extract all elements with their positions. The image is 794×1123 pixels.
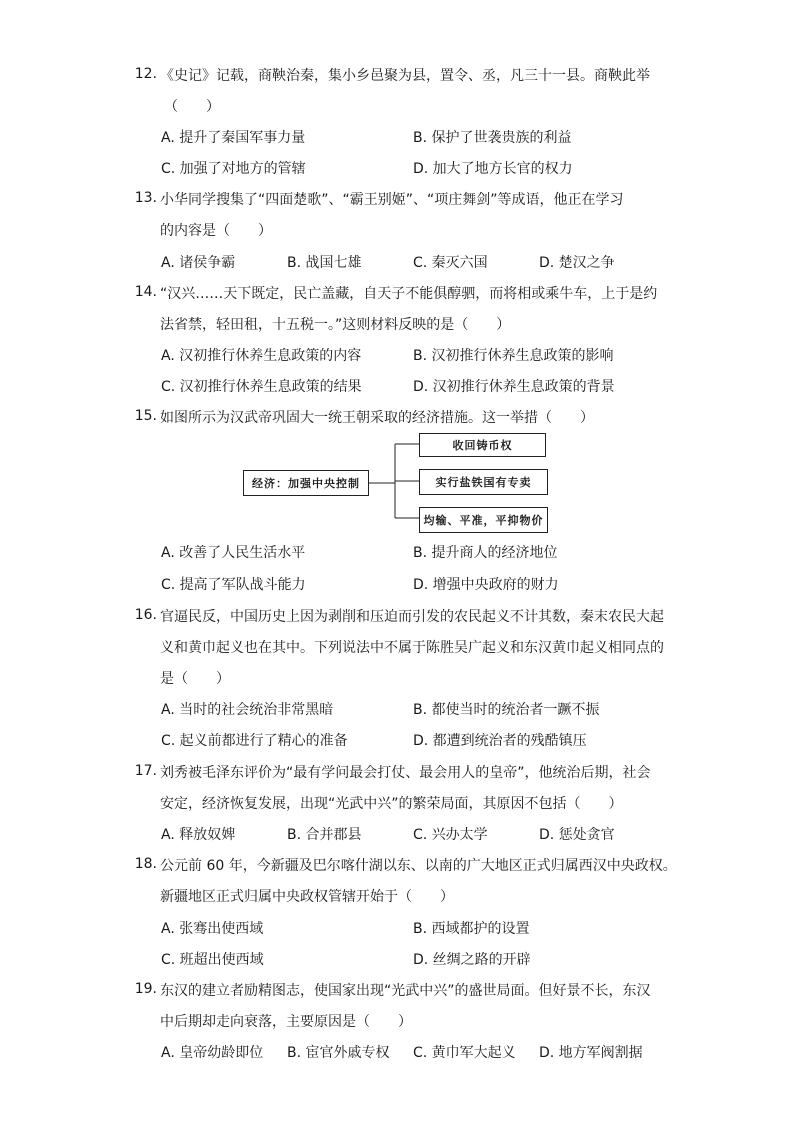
- question-text: 公元前 60 年，今新疆及巴尔喀什湖以东、以南的广大地区正式归属西汉中央政权。: [160, 858, 677, 874]
- option-a[interactable]: A. 皇帝幼龄即位: [161, 1045, 264, 1061]
- option-d[interactable]: D. 加大了地方长官的权力: [413, 161, 573, 177]
- option-a[interactable]: A. 当时的社会统治非常黑暗: [161, 702, 334, 718]
- option-d[interactable]: D. 增强中央政府的财力: [413, 577, 559, 593]
- question-text: “汉兴……天下既定，民亡盖藏，自天子不能俱醇驷，而将相或乘牛车，上于是约: [160, 286, 658, 302]
- option-b[interactable]: B. 保护了世袭贵族的利益: [413, 130, 572, 146]
- option-b[interactable]: B. 合并郡县: [287, 827, 362, 843]
- option-b[interactable]: B. 战国七雄: [287, 255, 362, 271]
- diagram-root-box: 经济：加强中央控制: [243, 470, 369, 496]
- option-c[interactable]: C. 黄巾军大起义: [413, 1045, 516, 1061]
- question-number: 16.: [134, 607, 157, 623]
- option-d[interactable]: D. 都遭到统治者的残酷镇压: [413, 733, 587, 749]
- option-b[interactable]: B. 宦官外戚专权: [287, 1045, 390, 1061]
- question-number: 19.: [134, 981, 157, 997]
- question-text: 如图所示为汉武帝巩固大一统王朝采取的经济措施。这一举措（ ）: [160, 410, 594, 426]
- question-text: 安定，经济恢复发展，出现“光武中兴”的繁荣局面，其原因不包括（ ）: [160, 796, 623, 812]
- question-text: 中后期却走向衰落，主要原因是（ ）: [160, 1014, 412, 1030]
- question-number: 12.: [134, 66, 157, 82]
- question-text: 新疆地区正式归属中央政权管辖开始于（ ）: [160, 889, 454, 905]
- question-text: 是（ ）: [160, 671, 230, 687]
- option-c[interactable]: C. 班超出使西域: [161, 952, 264, 968]
- option-b[interactable]: B. 都使当时的统治者一蹶不振: [413, 702, 600, 718]
- option-c[interactable]: C. 汉初推行休养生息政策的结果: [161, 379, 362, 395]
- question-number: 13.: [134, 190, 157, 206]
- option-a[interactable]: A. 改善了人民生活水平: [161, 545, 306, 561]
- diagram-branch-box: 收回铸币权: [419, 433, 546, 457]
- option-a[interactable]: A. 提升了秦国军事力量: [161, 130, 306, 146]
- option-a[interactable]: A. 诸侯争霸: [161, 255, 236, 271]
- policy-diagram: [243, 433, 548, 533]
- question-text: 官逼民反，中国历史上因为剥削和压迫而引发的农民起义不计其数，秦末农民大起: [160, 609, 664, 625]
- option-d[interactable]: D. 地方军阀割据: [539, 1045, 643, 1061]
- diagram-branch-box: 均输、平准，平抑物价: [419, 507, 548, 533]
- option-a[interactable]: A. 汉初推行休养生息政策的内容: [161, 348, 362, 364]
- option-d[interactable]: D. 楚汉之争: [539, 255, 615, 271]
- option-c[interactable]: C. 加强了对地方的管辖: [161, 161, 306, 177]
- option-c[interactable]: C. 起义前都进行了精心的准备: [161, 733, 348, 749]
- option-a[interactable]: A. 张骞出使西域: [161, 921, 264, 937]
- option-b[interactable]: B. 西域都护的设置: [413, 921, 530, 937]
- option-d[interactable]: D. 丝绸之路的开辟: [413, 952, 531, 968]
- option-c[interactable]: C. 兴办太学: [413, 827, 488, 843]
- question-text: 法省禁，轻田租，十五税一。”这则材料反映的是（ ）: [160, 317, 511, 333]
- question-text: （ ）: [164, 99, 220, 115]
- question-text: 小华同学搜集了“四面楚歌”、“霸王别姬”、“项庄舞剑”等成语，他正在学习: [160, 192, 624, 208]
- diagram-branch-box: 实行盐铁国有专卖: [419, 469, 548, 495]
- option-b[interactable]: B. 提升商人的经济地位: [413, 545, 558, 561]
- option-c[interactable]: C. 提高了军队战斗能力: [161, 577, 306, 593]
- question-text: 东汉的建立者励精图志，使国家出现“光武中兴”的盛世局面。但好景不长，东汉: [160, 983, 651, 999]
- option-d[interactable]: D. 汉初推行休养生息政策的背景: [413, 379, 615, 395]
- question-text: 《史记》记载，商鞅治秦，集小乡邑聚为县，置令、丞，凡三十一县。商鞅此举: [160, 68, 650, 84]
- question-text: 刘秀被毛泽东评价为“最有学问最会打仗、最会用人的皇帝”，他统治后期，社会: [160, 765, 651, 781]
- question-text: 的内容是（ ）: [160, 223, 272, 239]
- question-number: 17.: [134, 763, 157, 779]
- question-number: 14.: [134, 284, 157, 300]
- option-d[interactable]: D. 惩处贪官: [539, 827, 615, 843]
- option-b[interactable]: B. 汉初推行休养生息政策的影响: [413, 348, 614, 364]
- option-c[interactable]: C. 秦灭六国: [413, 255, 488, 271]
- question-number: 18.: [134, 856, 157, 872]
- question-text: 义和黄巾起义也在其中。下列说法中不属于陈胜吴广起义和东汉黄巾起义相同点的: [160, 640, 664, 656]
- option-a[interactable]: A. 释放奴婢: [161, 827, 236, 843]
- question-number: 15.: [134, 408, 157, 424]
